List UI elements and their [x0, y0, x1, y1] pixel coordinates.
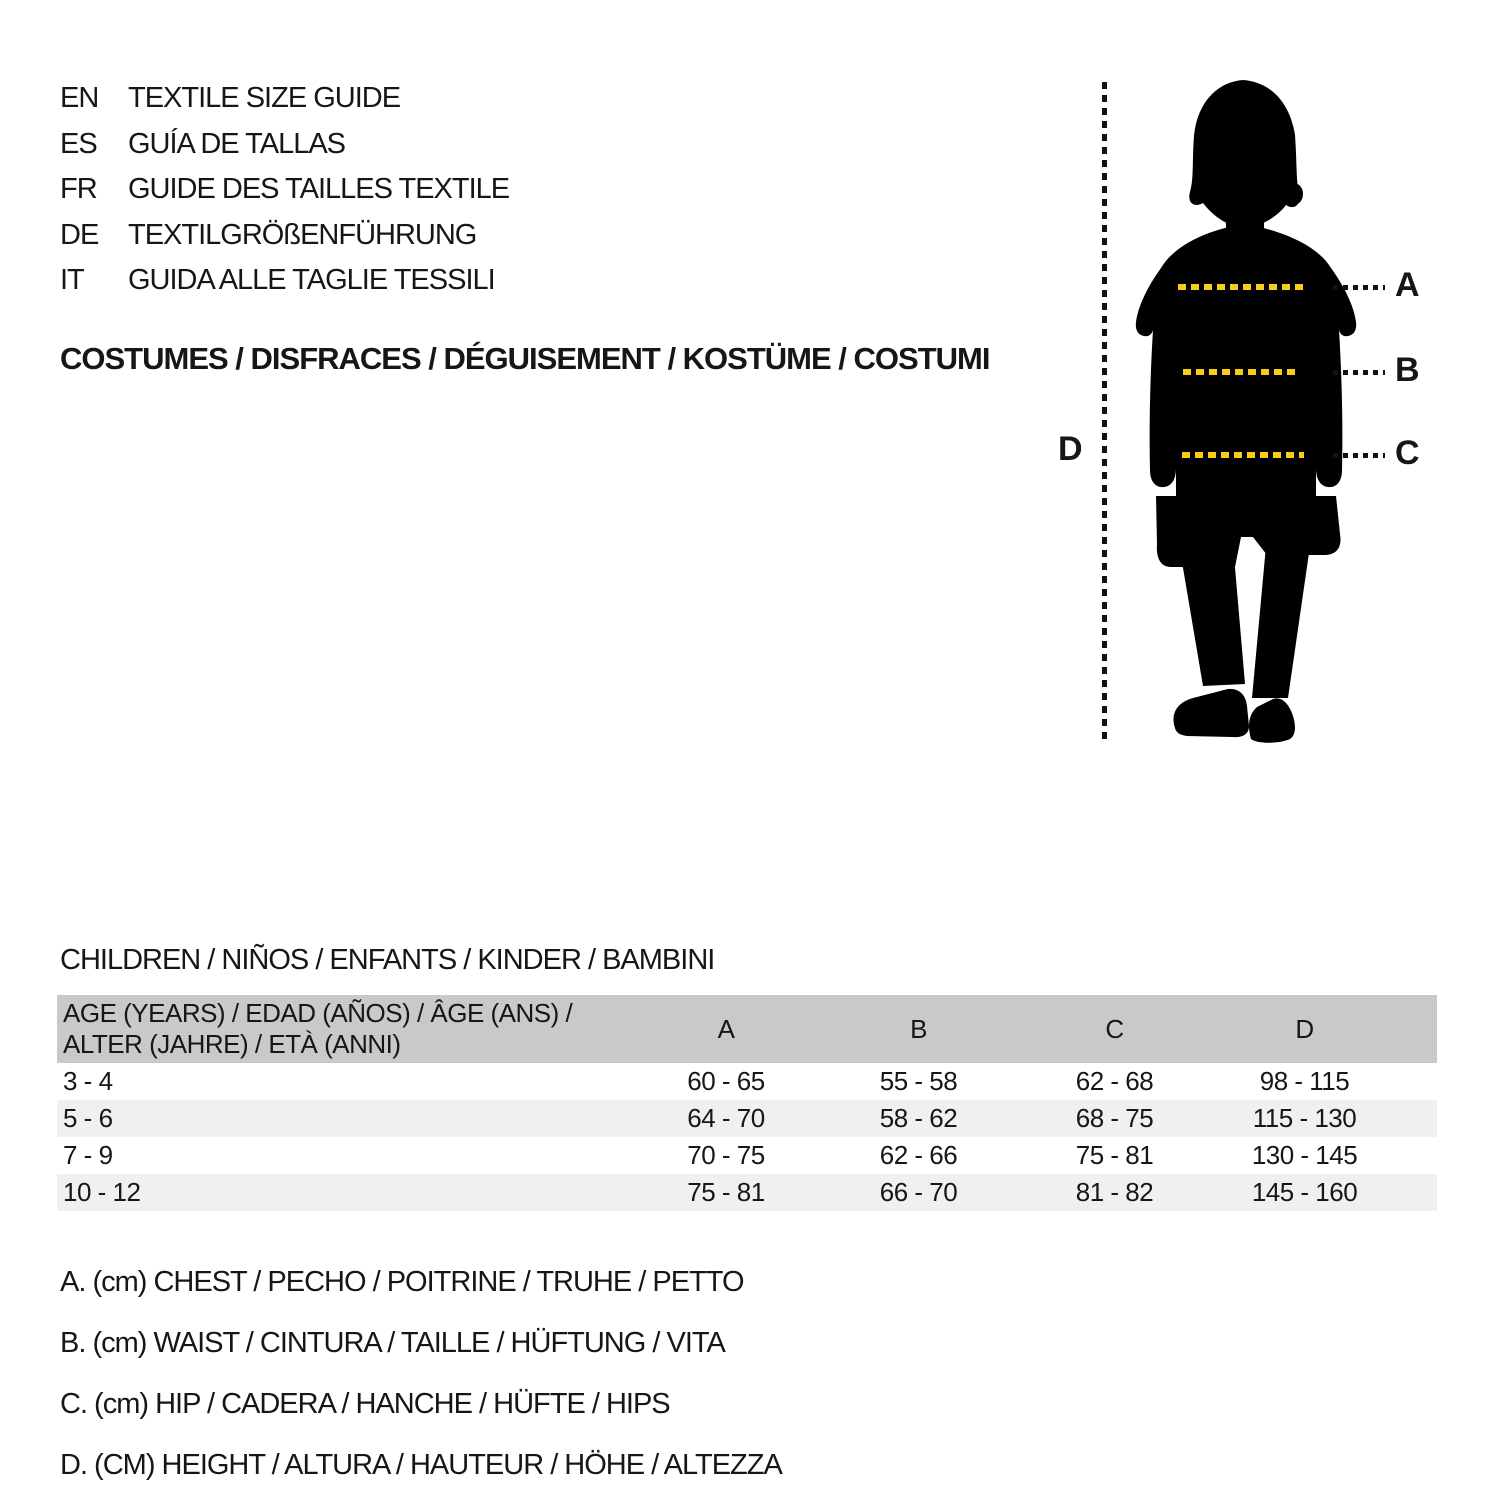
- hip-cell: 81 - 82: [1075, 1177, 1154, 1207]
- language-row: [60, 258, 509, 304]
- hip-label: C: [1395, 434, 1419, 472]
- chest-cell: 70 - 75: [687, 1140, 765, 1170]
- language-code: DE: [60, 218, 99, 251]
- waist-cell: 62 - 66: [879, 1140, 958, 1170]
- waist-cell: 58 - 62: [879, 1103, 958, 1133]
- chest-label: A: [1395, 266, 1419, 304]
- hip-cell: 62 - 68: [1075, 1066, 1154, 1096]
- height-cell: 145 - 160: [1251, 1177, 1358, 1207]
- categories-heading: COSTUMES / DISFRACES / DÉGUISEMENT / KOSTÜME / COSTUMI: [60, 341, 990, 376]
- legend-item-hip: C. (cm) HIP / CADERA / HANCHE / HÜFTE / HIPS: [60, 1388, 670, 1420]
- silhouette-ear: [1285, 183, 1303, 205]
- chest-cell: 64 - 70: [687, 1103, 765, 1133]
- age-cell: 10 - 12: [63, 1177, 141, 1207]
- language-label: TEXTILE SIZE GUIDE: [128, 82, 401, 114]
- language-row: [60, 76, 509, 122]
- child-silhouette: [1130, 78, 1390, 746]
- waist-cell: 66 - 70: [879, 1177, 958, 1207]
- height-label: D: [1058, 430, 1082, 468]
- age-cell: 5 - 6: [63, 1103, 113, 1133]
- age-cell: 7 - 9: [63, 1140, 113, 1170]
- column-header-a: A: [717, 1013, 735, 1044]
- legend-item-height: D. (CM) HEIGHT / ALTURA / HAUTEUR / HÖHE / ALTEZZA: [60, 1449, 782, 1481]
- height-cell: 115 - 130: [1252, 1103, 1357, 1133]
- language-code: EN: [60, 82, 99, 114]
- chest-cell: 60 - 65: [687, 1066, 765, 1096]
- height-cell: 98 - 115: [1259, 1066, 1350, 1096]
- language-code: IT: [60, 264, 84, 296]
- language-code: FR: [60, 173, 97, 205]
- table-row: [57, 1063, 1437, 1100]
- language-row: [60, 213, 509, 259]
- language-title-list: [60, 76, 509, 304]
- legend-item-waist: B. (cm) WAIST / CINTURA / TAILLE / HÜFTUNG / VITA: [60, 1327, 725, 1359]
- silhouette-left-shoe: [1174, 689, 1249, 737]
- column-header-b: B: [910, 1013, 927, 1044]
- language-label: GUIDA ALLE TAGLIE TESSILI: [128, 264, 495, 296]
- hip-measure-line: [1182, 452, 1304, 458]
- chest-callout-dotted-line: [1333, 285, 1385, 290]
- column-header-c: C: [1105, 1013, 1124, 1044]
- waist-cell: 55 - 58: [879, 1066, 958, 1096]
- children-size-table: [57, 995, 1437, 1211]
- measurement-diagram: [1050, 78, 1470, 758]
- waist-callout-dotted-line: [1333, 370, 1385, 375]
- waist-measure-line: [1183, 369, 1297, 375]
- table-section-title: CHILDREN / NIÑOS / ENFANTS / KINDER / BAMBINI: [60, 944, 715, 976]
- legend-item-chest: A. (cm) CHEST / PECHO / POITRINE / TRUHE / PETTO: [60, 1266, 744, 1298]
- waist-label: B: [1395, 351, 1419, 389]
- silhouette-right-leg: [1252, 546, 1310, 698]
- silhouette-torso: [1136, 224, 1356, 508]
- column-header-age: AGE (YEARS) / EDAD (AÑOS) / ÂGE (ANS) / ALTER (JAHRE) / ETÀ (ANNI): [63, 998, 573, 1059]
- measurement-legend: [60, 1252, 782, 1496]
- age-cell: 3 - 4: [63, 1066, 113, 1096]
- silhouette-right-shoe: [1249, 698, 1295, 742]
- chest-measure-line: [1178, 284, 1303, 290]
- language-row: [60, 122, 509, 168]
- table-row: [57, 1100, 1437, 1137]
- table-row: [57, 1137, 1437, 1174]
- silhouette-left-leg: [1181, 556, 1245, 686]
- language-row: [60, 167, 509, 213]
- hip-callout-dotted-line: [1333, 453, 1385, 458]
- language-label: TEXTILGRÖßENFÜHRUNG: [128, 218, 477, 251]
- table-row: [57, 1174, 1437, 1211]
- language-label: GUÍA DE TALLAS: [128, 127, 346, 160]
- table-header-row: [57, 995, 1437, 1063]
- hip-cell: 75 - 81: [1075, 1140, 1154, 1170]
- column-header-d: D: [1295, 1013, 1314, 1044]
- height-cell: 130 - 145: [1251, 1140, 1358, 1170]
- language-label: GUIDE DES TAILLES TEXTILE: [128, 173, 510, 205]
- height-measure-dashed-line: [1102, 82, 1107, 742]
- language-code: ES: [60, 127, 97, 160]
- chest-cell: 75 - 81: [687, 1177, 765, 1207]
- hip-cell: 68 - 75: [1075, 1103, 1154, 1133]
